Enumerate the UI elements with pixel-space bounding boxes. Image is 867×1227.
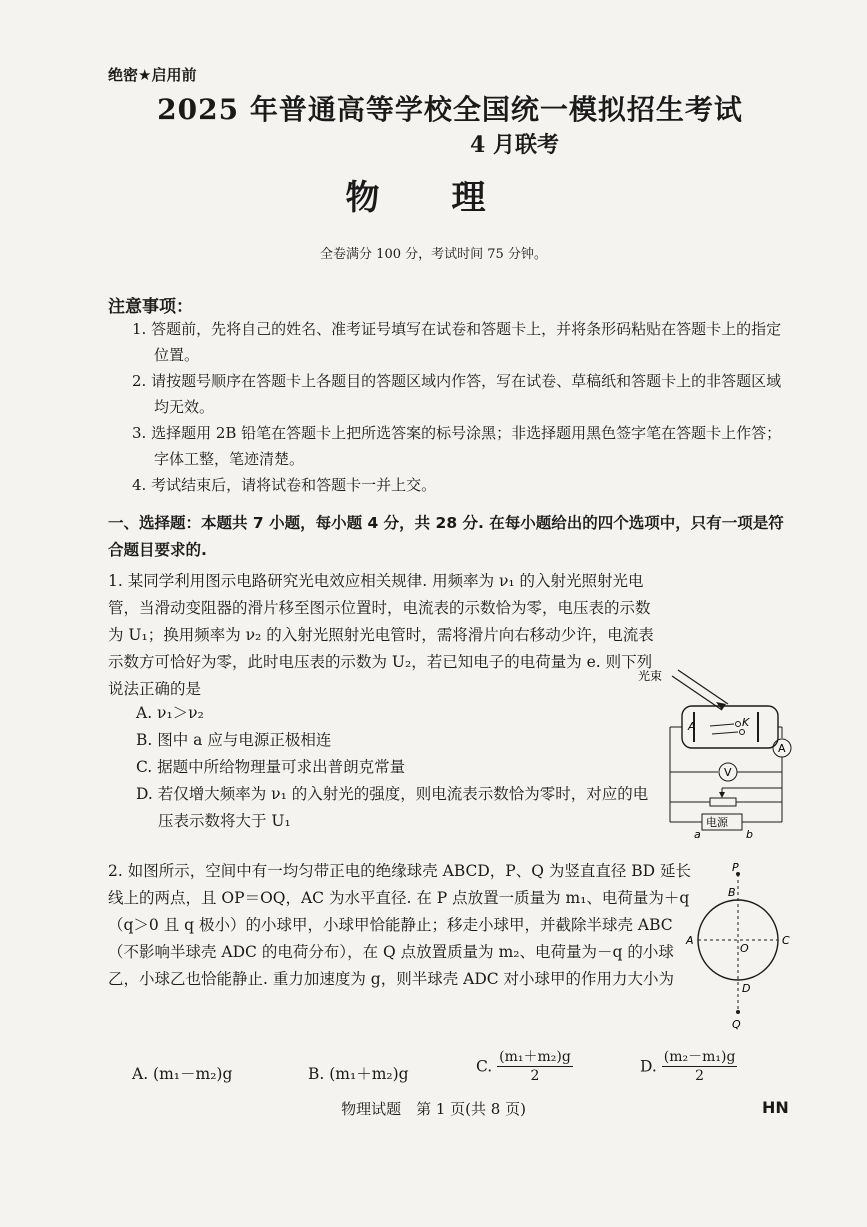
option-d: D. 若仅增大频率为 ν₁ 的入射光的强度，则电流表示数恰为零时，对应的电压表示数将大于 U₁ bbox=[136, 785, 649, 830]
slider-arrow bbox=[719, 792, 725, 798]
question-1-stem: 1. 某同学利用图示电路研究光电效应相关规律. 用频率为 ν₁ 的入射光照射光电管，当滑动变阻器的滑片移至图示位置时，电流表的示数恰为零，电压表的示数为 U₁；换用频率为 ν₂ 的入射光照射光电管时，需将滑片向右移动少许，电流表示数方可恰好为零，此时电压表的示数为 U₂，若已知电子的电荷量为 e. 则下列说法正确的是 bbox=[108, 572, 654, 698]
option-b: B. (m₁＋m₂)g bbox=[308, 1065, 409, 1083]
question-2-options bbox=[132, 1048, 792, 1092]
source-label: 电源 bbox=[706, 816, 728, 829]
notice-item: 3. 选择题用 2B 铅笔在答题卡上把所选答案的标号涂黑；非选择题用黑色签字笔在答题卡上作答；字体工整，笔迹清楚。 bbox=[132, 424, 782, 468]
question-2-stem: 2. 如图所示，空间中有一均匀带正电的绝缘球壳 ABCD，P、Q 为竖直直径 BD 延长线上的两点，且 OP＝OQ，AC 为水平直径. 在 P 点放置一质量为 m₁、电荷量为＋q（q＞0 且 q 极小）的小球甲，小球甲恰能静止；移走小球甲，并截除半球壳 ABC（不影响半球壳 ADC 的电荷分布），在 Q 点放置质量为 m₂、电荷量为－q 的小球乙，小球乙也恰能静止. 重力加速度为 g，则半球壳 ADC 对小球甲的作用力大小为 bbox=[108, 862, 692, 988]
option-a: A. ν₁＞ν₂ bbox=[136, 704, 204, 722]
sphere-diagram bbox=[680, 862, 800, 1032]
option-c-denominator: 2 bbox=[530, 1068, 540, 1084]
circuit-diagram bbox=[630, 662, 800, 842]
option-c: C. 据题中所给物理量可求出普朗克常量 bbox=[136, 758, 406, 776]
option-d-prefix: D. bbox=[640, 1057, 657, 1076]
option-a: A. (m₁－m₂)g bbox=[132, 1065, 233, 1083]
voltmeter-label: V bbox=[724, 766, 732, 779]
exam-title: 2025 年普通高等学校全国统一模拟招生考试 bbox=[157, 93, 743, 126]
label-b: B bbox=[728, 886, 736, 899]
option-d-denominator: 2 bbox=[695, 1068, 705, 1084]
option-c-prefix: C. bbox=[476, 1057, 493, 1076]
region-code: HN bbox=[762, 1098, 789, 1117]
exam-subtitle: 4 月联考 bbox=[470, 132, 559, 158]
notice-item: 4. 考试结束后，请将试卷和答题卡一并上交。 bbox=[132, 476, 437, 494]
option-c bbox=[476, 1048, 573, 1085]
ammeter-label: A bbox=[778, 742, 786, 755]
anode-label: A bbox=[688, 720, 696, 733]
option-d bbox=[640, 1048, 737, 1085]
point-q bbox=[736, 1010, 740, 1014]
beam-label: 光束 bbox=[638, 669, 663, 683]
notice-item: 2. 请按题号顺序在答题卡上各题目的答题区域内作答，写在试卷、草稿纸和答题卡上的非答题区域均无效。 bbox=[132, 372, 782, 416]
question-1-options bbox=[136, 700, 656, 835]
notice-item: 1. 答题前，先将自己的姓名、准考证号填写在试卷和答题卡上，并将条形码粘贴在答题卡上的指定位置。 bbox=[132, 320, 782, 364]
label-o: O bbox=[740, 942, 749, 955]
electron-dot bbox=[736, 722, 741, 727]
option-c-fraction bbox=[497, 1048, 573, 1085]
label-q: Q bbox=[732, 1018, 741, 1031]
option-d-fraction bbox=[662, 1048, 738, 1085]
cathode-label: K bbox=[742, 716, 750, 729]
option-d-numerator: (m₂－m₁)g bbox=[663, 1049, 736, 1065]
label-p: P bbox=[732, 862, 739, 874]
electron-path bbox=[712, 732, 738, 734]
label-d: D bbox=[742, 982, 751, 995]
notice-list bbox=[132, 316, 792, 498]
option-b: B. 图中 a 应与电源正极相连 bbox=[136, 731, 332, 749]
label-c: C bbox=[782, 934, 790, 947]
label-a: A bbox=[686, 934, 694, 947]
electron-dot bbox=[740, 730, 745, 735]
terminal-b-label: b bbox=[746, 828, 753, 841]
exam-info: 全卷满分 100 分，考试时间 75 分钟。 bbox=[320, 247, 547, 262]
beam-ray bbox=[672, 676, 722, 710]
beam-ray bbox=[678, 670, 728, 704]
notice-heading: 注意事项： bbox=[108, 297, 193, 317]
electron-path bbox=[710, 724, 734, 726]
option-c-numerator: (m₁＋m₂)g bbox=[499, 1049, 571, 1065]
confidential-label: 绝密★启用前 bbox=[108, 66, 197, 84]
subject-title: 物理 bbox=[345, 178, 558, 218]
terminal-a-label: a bbox=[694, 828, 701, 841]
section-heading: 一、选择题：本题共 7 小题，每小题 4 分，共 28 分. 在每小题给出的四个选项中，只有一项是符合题目要求的. bbox=[108, 514, 784, 559]
phototube bbox=[682, 706, 778, 748]
page-footer: 物理试题 第 1 页(共 8 页) bbox=[341, 1100, 526, 1118]
question-2 bbox=[108, 858, 693, 993]
rheostat bbox=[710, 798, 736, 806]
